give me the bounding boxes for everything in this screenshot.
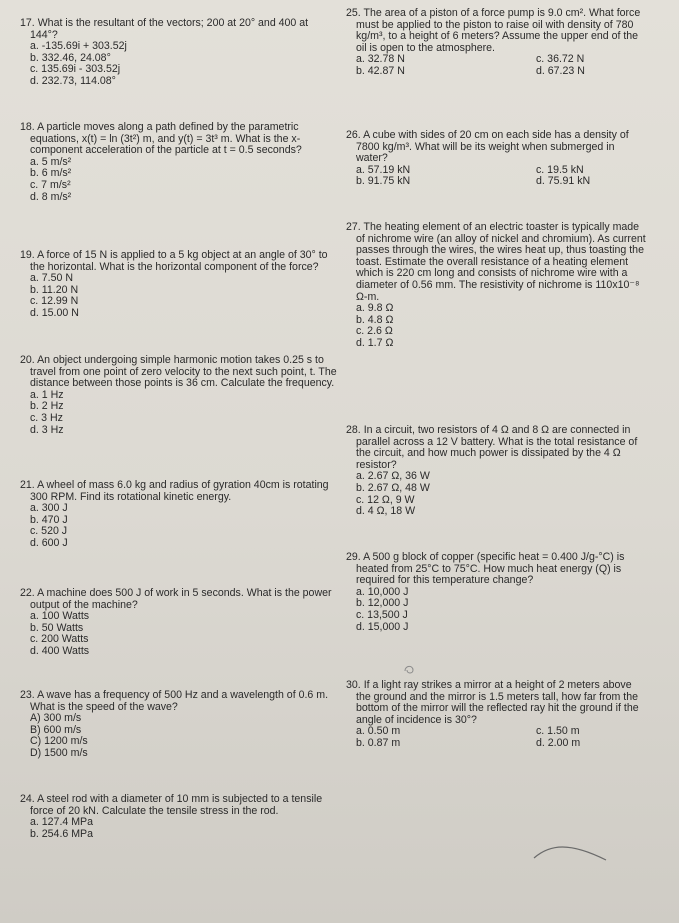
question-28 bbox=[346, 425, 646, 518]
question-21 bbox=[20, 480, 338, 550]
option-18a: a. 5 m/s² bbox=[30, 155, 72, 168]
option-26a: a. 57.19 kN bbox=[356, 163, 411, 176]
question-17 bbox=[20, 18, 338, 88]
option-row-25-2 bbox=[346, 66, 646, 78]
option-20a: a. 1 Hz bbox=[30, 388, 64, 401]
question-26 bbox=[346, 130, 646, 188]
option-18c: c. 7 m/s² bbox=[30, 178, 71, 191]
option-21b: b. 470 J bbox=[30, 513, 68, 526]
option-19d: d. 15.00 N bbox=[30, 306, 79, 319]
option-27c: c. 2.6 Ω bbox=[356, 325, 393, 338]
option-30a: a. 0.50 m bbox=[356, 725, 401, 738]
option-17b: b. 332.46, 24.08° bbox=[30, 51, 111, 64]
option-26c: c. 19.5 kN bbox=[536, 163, 584, 176]
option-30c: c. 1.50 m bbox=[536, 725, 580, 738]
option-23d: D) 1500 m/s bbox=[30, 746, 88, 759]
question-26-stem: 26. A cube with sides of 20 cm on each side has a density of 7800 kg/m³. What will be its weight when submerged in water? bbox=[346, 129, 629, 165]
option-25b: b. 42.87 N bbox=[356, 64, 405, 77]
question-24 bbox=[20, 794, 338, 840]
option-23b: B) 600 m/s bbox=[30, 723, 82, 736]
option-19c: c. 12.99 N bbox=[30, 295, 79, 308]
option-28d: d. 4 Ω, 18 W bbox=[356, 505, 416, 518]
option-24a: a. 127.4 MPa bbox=[30, 816, 94, 829]
option-30b: b. 0.87 m bbox=[356, 736, 401, 749]
option-22a: a. 100 Watts bbox=[30, 610, 90, 623]
question-18 bbox=[20, 122, 338, 203]
question-19-stem: 19. A force of 15 N is applied to a 5 kg object at an angle of 30° to the horizontal. What is the horizontal component of the force? bbox=[20, 249, 328, 273]
option-23c: C) 1200 m/s bbox=[30, 735, 88, 748]
option-29c: c. 13,500 J bbox=[356, 608, 408, 621]
option-23a: A) 300 m/s bbox=[30, 712, 82, 725]
option-29a: a. 10,000 J bbox=[356, 585, 409, 598]
option-row-26-2 bbox=[346, 176, 646, 188]
option-22c: c. 200 Watts bbox=[30, 633, 89, 646]
option-28a: a. 2.67 Ω, 36 W bbox=[356, 470, 430, 483]
option-20b: b. 2 Hz bbox=[30, 400, 64, 413]
option-25d: d. 67.23 N bbox=[536, 64, 585, 77]
question-25 bbox=[346, 8, 646, 78]
question-21-stem: 21. A wheel of mass 6.0 kg and radius of gyration 40cm is rotating 300 RPM. Find its rotational kinetic energy. bbox=[20, 479, 329, 503]
option-19a: a. 7.50 N bbox=[30, 272, 73, 285]
question-20-stem: 20. An object undergoing simple harmonic motion takes 0.25 s to travel from one point of zero velocity to the next such point, t. The distance between those points is 36 cm. Calculate the frequency. bbox=[20, 354, 337, 390]
question-22-stem: 22. A machine does 500 J of work in 5 seconds. What is the power output of the machine? bbox=[20, 587, 332, 611]
option-20d: d. 3 Hz bbox=[30, 423, 64, 436]
question-22 bbox=[20, 588, 338, 658]
option-22b: b. 50 Watts bbox=[30, 621, 84, 634]
option-27b: b. 4.8 Ω bbox=[356, 313, 394, 326]
question-18-stem: 18. A particle moves along a path defined by the parametric equations, x(t) = ln (3t²) m, and y(t) = 3t³ m. What is the x-component acceleration of the particle at t = 0.5 seconds? bbox=[20, 121, 302, 157]
option-row-30-2 bbox=[346, 738, 646, 750]
question-27-stem: 27. The heating element of an electric toaster is typically made of nichrome wire (an alloy of nickel and chromium). As current passes through the wires, the wires heat up, thus toasting the toast. Estimate the overall resistance of a heating element which is 220 cm long and consists of nichrome wire with a diameter of 0.56 mm. The resistivity of nichrome is 110x10⁻⁸ Ω-m. bbox=[346, 221, 646, 303]
option-22d: d. 400 Watts bbox=[30, 644, 90, 657]
option-26d: d. 75.91 kN bbox=[536, 175, 591, 188]
option-18b: b. 6 m/s² bbox=[30, 167, 72, 180]
question-23 bbox=[20, 690, 338, 760]
question-20 bbox=[20, 355, 338, 436]
question-17-stem: 17. What is the resultant of the vectors; 200 at 20° and 400 at 144°? bbox=[20, 17, 309, 41]
question-25-stem: 25. The area of a piston of a force pump is 9.0 cm². What force must be applied to the piston to raise oil with density of 780 kg/m³, to a height of 6 meters? Assume the upper end of the oil is open to the atmosphere. bbox=[346, 7, 641, 54]
option-19b: b. 11.20 N bbox=[30, 283, 79, 296]
pen-loop-mark bbox=[402, 662, 416, 676]
option-30d: d. 2.00 m bbox=[536, 736, 581, 749]
option-17c: c. 135.69i - 303.52j bbox=[30, 63, 121, 76]
pen-stroke-mark bbox=[530, 836, 610, 866]
option-28b: b. 2.67 Ω, 48 W bbox=[356, 481, 430, 494]
option-21a: a. 300 J bbox=[30, 502, 68, 515]
question-29-stem: 29. A 500 g block of copper (specific heat = 0.400 J/g-°C) is heated from 25°C to 75°C. How much heat energy (Q) is required for this temperature change? bbox=[346, 551, 625, 587]
option-17d: d. 232.73, 114.08° bbox=[30, 74, 116, 87]
option-27d: d. 1.7 Ω bbox=[356, 336, 394, 349]
question-30-stem: 30. If a light ray strikes a mirror at a height of 2 meters above the ground and the mirror is 1.5 meters tall, how far from the bottom of the mirror will the reflected ray hit the ground if the angle of incidence is 30°? bbox=[346, 679, 639, 726]
option-17a: a. -135.69i + 303.52j bbox=[30, 40, 127, 53]
option-28c: c. 12 Ω, 9 W bbox=[356, 493, 415, 506]
question-19 bbox=[20, 250, 338, 320]
question-30 bbox=[346, 680, 646, 750]
option-29b: b. 12,000 J bbox=[356, 597, 409, 610]
question-24-stem: 24. A steel rod with a diameter of 10 mm is subjected to a tensile force of 20 kN. Calculate the tensile stress in the rod. bbox=[20, 793, 323, 817]
option-29d: d. 15,000 J bbox=[356, 620, 409, 633]
option-27a: a. 9.8 Ω bbox=[356, 302, 394, 315]
option-24b: b. 254.6 MPa bbox=[30, 827, 94, 840]
question-23-stem: 23. A wave has a frequency of 500 Hz and a wavelength of 0.6 m. What is the speed of the wave? bbox=[20, 689, 329, 713]
option-25a: a. 32.78 N bbox=[356, 53, 405, 66]
option-21c: c. 520 J bbox=[30, 525, 68, 538]
question-29 bbox=[346, 552, 646, 633]
option-25c: c. 36.72 N bbox=[536, 53, 585, 66]
option-21d: d. 600 J bbox=[30, 536, 68, 549]
option-20c: c. 3 Hz bbox=[30, 411, 63, 424]
option-18d: d. 8 m/s² bbox=[30, 190, 72, 203]
question-27 bbox=[346, 222, 646, 350]
question-28-stem: 28. In a circuit, two resistors of 4 Ω and 8 Ω are connected in parallel across a 12 V battery. What is the total resistance of the circuit, and how much power is dissipated by the 4 Ω resistor? bbox=[346, 424, 638, 471]
option-26b: b. 91.75 kN bbox=[356, 175, 411, 188]
